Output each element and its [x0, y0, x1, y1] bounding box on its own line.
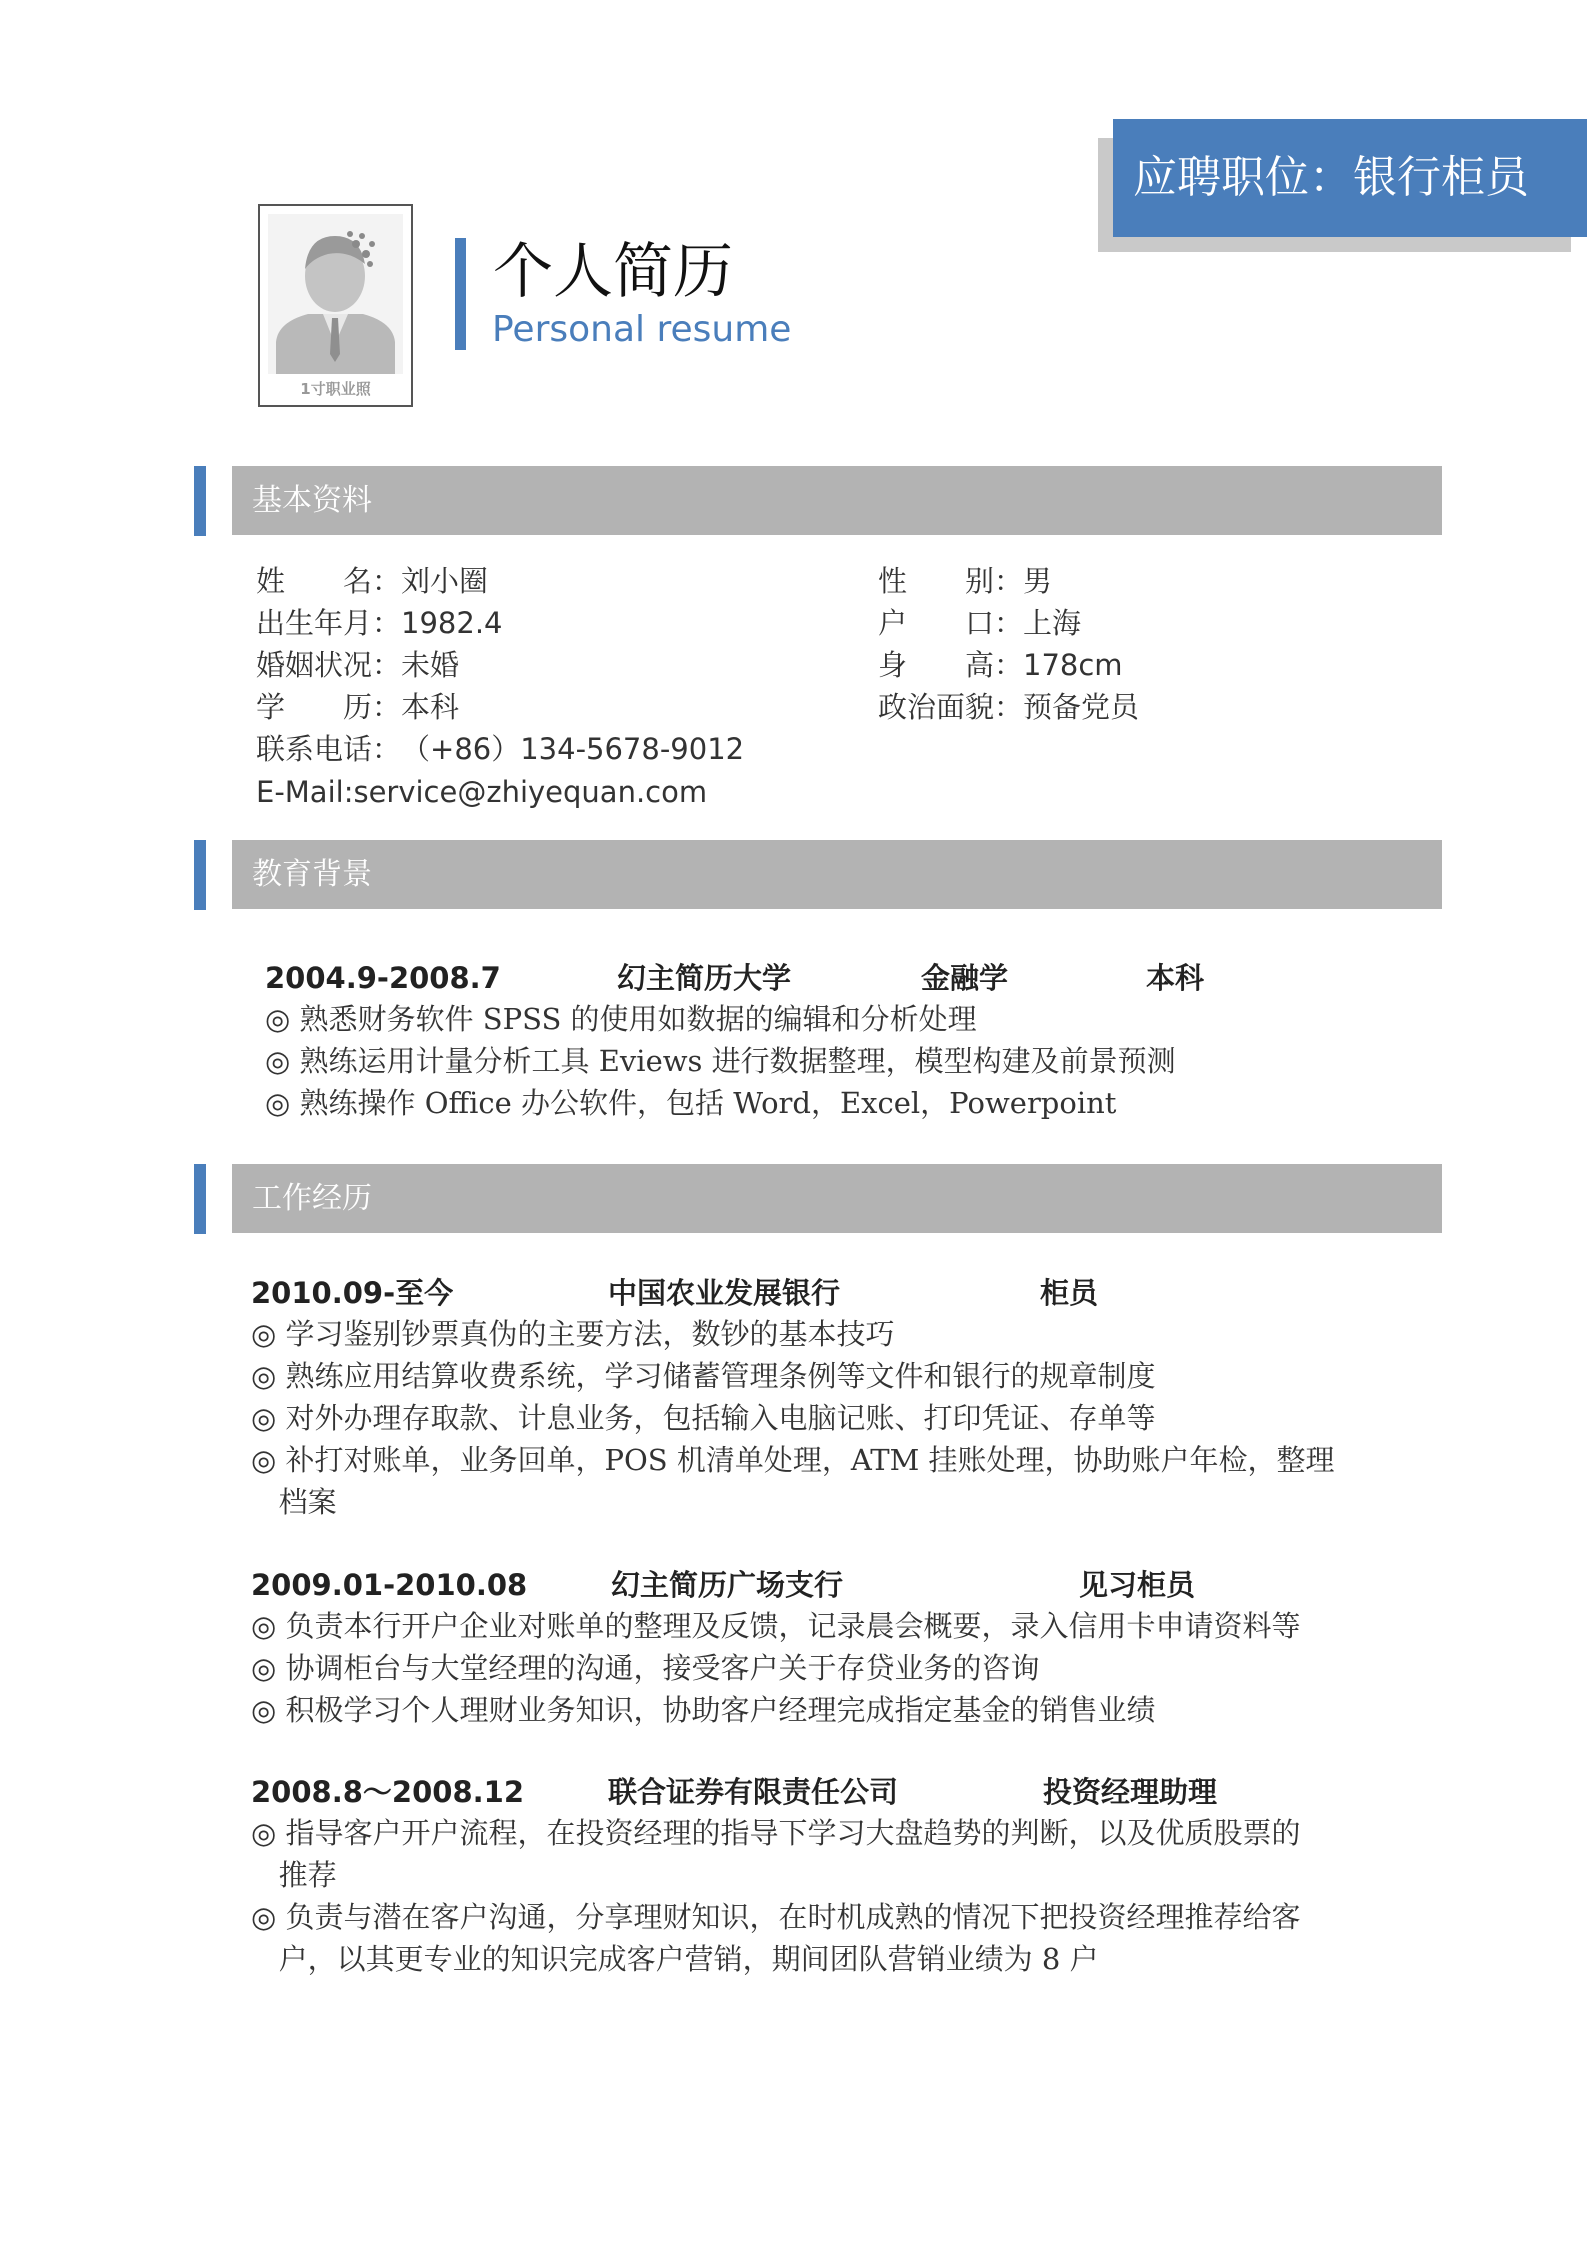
position-banner: 应聘职位：银行柜员: [1113, 119, 1587, 237]
field-hukou: [878, 603, 1081, 643]
field-label: 联系电话：: [256, 732, 402, 766]
field-degree: [256, 687, 459, 727]
edu-major: 金融学: [921, 961, 1009, 995]
field-value: 男: [1023, 564, 1053, 598]
list-item: ◎ 熟练运用计量分析工具 Eviews 进行数据整理，模型构建及前景预测: [265, 1044, 1176, 1078]
person-silhouette-icon: [268, 214, 403, 374]
field-value: 刘小圈: [401, 564, 489, 598]
list-item: ◎ 熟练应用结算收费系统，学习储蓄管理条例等文件和银行的规章制度: [251, 1359, 1156, 1393]
list-item: ◎ 熟练操作 Office 办公软件，包括 Word，Excel，Powerpoint: [265, 1086, 1117, 1120]
job-company: 幻主简历广场支行: [611, 1568, 844, 1602]
job-period-date: 2010.09-: [251, 1276, 396, 1310]
job-period: [251, 1274, 453, 1312]
job-company: 中国农业发展银行: [608, 1276, 841, 1310]
job-role: 见习柜员: [1079, 1568, 1196, 1602]
field-label: 户 口：: [878, 606, 1024, 640]
page-subtitle: Personal resume: [492, 309, 792, 350]
job-role: 柜员: [1040, 1276, 1099, 1310]
list-item: 档案: [251, 1485, 337, 1519]
job-company: 联合证券有限责任公司: [608, 1775, 899, 1809]
field-label: E-Mail:: [256, 775, 354, 809]
list-item: ◎ 对外办理存取款、计息业务，包括输入电脑记账、打印凭证、存单等: [251, 1401, 1156, 1435]
section-accent-work: [194, 1164, 206, 1234]
list-item: 推荐: [251, 1858, 337, 1892]
field-value: 本科: [401, 690, 460, 724]
field-value: 1982.4: [401, 606, 503, 640]
field-gender: [878, 561, 1052, 601]
field-value: 上海: [1023, 606, 1082, 640]
list-item: ◎ 负责本行开户企业对账单的整理及反馈，记录晨会概要，录入信用卡申请资料等: [251, 1609, 1301, 1643]
field-value: service@zhiyequan.com: [353, 775, 708, 809]
field-value: 预备党员: [1023, 690, 1140, 724]
job-role: 投资经理助理: [1043, 1775, 1218, 1809]
list-item: ◎ 补打对账单，业务回单，POS 机清单处理，ATM 挂账处理，协助账户年检，整理: [251, 1443, 1335, 1477]
section-title-work: 工作经历: [252, 1181, 372, 1216]
field-value: （+86）134-5678-9012: [401, 732, 745, 766]
field-label: 婚姻状况：: [256, 648, 402, 682]
job-period-suffix: 至今: [395, 1276, 454, 1310]
field-label: 政治面貌：: [878, 690, 1024, 724]
list-item: ◎ 熟悉财务软件 SPSS 的使用如数据的编辑和分析处理: [265, 1002, 977, 1036]
field-phone: [256, 729, 744, 769]
section-header-basic: [232, 466, 1442, 535]
photo-caption: 1寸职业照: [300, 380, 371, 398]
section-title-basic: 基本资料: [252, 483, 372, 518]
section-accent-basic: [194, 466, 206, 536]
field-label: 出生年月：: [256, 606, 402, 640]
section-header-education: [232, 840, 1442, 909]
field-height: [878, 645, 1123, 685]
field-label: 学 历：: [256, 690, 402, 724]
section-title-education: 教育背景: [252, 857, 372, 892]
job-period: 2008.8～2008.12: [251, 1775, 524, 1809]
field-birth: [256, 603, 503, 643]
list-item: ◎ 指导客户开户流程，在投资经理的指导下学习大盘趋势的判断，以及优质股票的: [251, 1816, 1301, 1850]
photo-frame: [258, 204, 413, 407]
section-header-work: [232, 1164, 1442, 1233]
field-label: 性 别：: [878, 564, 1024, 598]
list-item: ◎ 积极学习个人理财业务知识，协助客户经理完成指定基金的销售业绩: [251, 1693, 1156, 1727]
field-value: 未婚: [401, 648, 460, 682]
edu-school: 幻主简历大学: [617, 961, 792, 995]
field-label: 身 高：: [878, 648, 1024, 682]
title-accent-bar: [455, 238, 466, 350]
field-label: 姓 名：: [256, 564, 402, 598]
page-title: 个人简历: [493, 237, 733, 307]
field-name: [256, 561, 488, 601]
avatar: [268, 214, 403, 374]
list-item: ◎ 学习鉴别钞票真伪的主要方法，数钞的基本技巧: [251, 1317, 895, 1351]
edu-degree: 本科: [1146, 961, 1205, 995]
edu-period: 2004.9-2008.7: [265, 961, 501, 995]
field-marital: [256, 645, 459, 685]
section-accent-education: [194, 840, 206, 910]
field-email: [256, 772, 707, 812]
list-item: ◎ 协调柜台与大堂经理的沟通，接受客户关于存贷业务的咨询: [251, 1651, 1040, 1685]
list-item: 户，以其更专业的知识完成客户营销，期间团队营销业绩为 8 户: [251, 1942, 1099, 1976]
list-item: ◎ 负责与潜在客户沟通，分享理财知识，在时机成熟的情况下把投资经理推荐给客: [251, 1900, 1301, 1934]
job-period: 2009.01-2010.08: [251, 1568, 528, 1602]
field-politics: [878, 687, 1139, 727]
field-value: 178cm: [1023, 648, 1123, 682]
